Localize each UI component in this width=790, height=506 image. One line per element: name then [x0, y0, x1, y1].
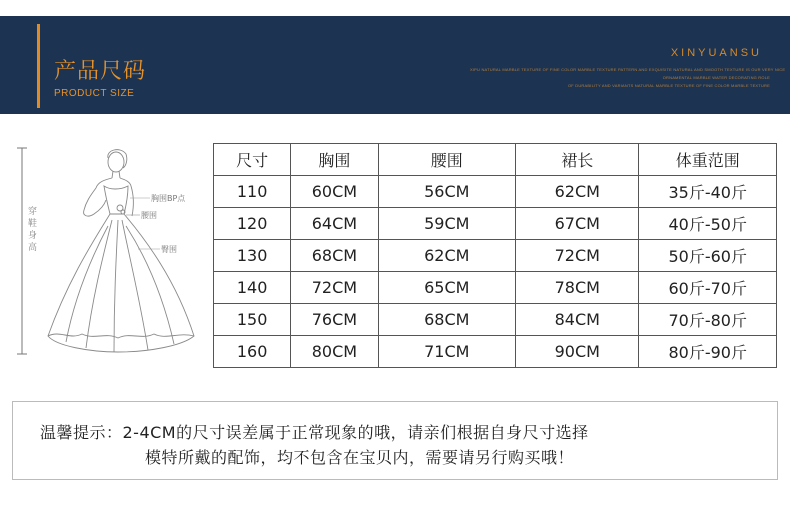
table-cell: 35斤-40斤 — [639, 176, 777, 208]
table-cell: 64CM — [291, 208, 378, 240]
table-cell: 70斤-80斤 — [639, 304, 777, 336]
header-weight-range: 体重范围 — [639, 144, 777, 176]
brand-name: XINYUANSU — [670, 47, 762, 59]
table-cell: 72CM — [291, 272, 378, 304]
size-table — [213, 143, 777, 368]
table-row — [214, 240, 777, 272]
notice-line-1: 温馨提示：2-4CM的尺寸误差属于正常现象的哦，请亲们根据自身尺寸选择 — [40, 423, 589, 442]
height-label: 穿鞋身高 — [28, 207, 38, 253]
measurement-labels — [126, 193, 186, 254]
table-cell: 76CM — [291, 304, 378, 336]
brand-tagline — [470, 66, 786, 90]
table-cell: 62CM — [378, 240, 515, 272]
table-cell: 68CM — [291, 240, 378, 272]
table-cell: 59CM — [378, 208, 515, 240]
table-cell: 68CM — [378, 304, 515, 336]
header-bust: 胸围 — [291, 144, 378, 176]
table-cell: 90CM — [516, 336, 639, 368]
table-row — [214, 272, 777, 304]
table-cell: 60斤-70斤 — [639, 272, 777, 304]
table-row — [214, 208, 777, 240]
table-row — [214, 304, 777, 336]
table-cell: 130 — [214, 240, 291, 272]
table-row — [214, 176, 777, 208]
hip-label: 臀围 — [161, 245, 177, 254]
header-size: 尺寸 — [214, 144, 291, 176]
banner-title: 产品尺码 — [54, 59, 147, 84]
table-cell: 50斤-60斤 — [639, 240, 777, 272]
table-cell: 80CM — [291, 336, 378, 368]
table-cell: 60CM — [291, 176, 378, 208]
table-cell: 78CM — [516, 272, 639, 304]
brand-tagline-line: ORNAMENTAL MARBLE WATER DECORATING ROLE — [662, 75, 770, 80]
table-cell: 160 — [214, 336, 291, 368]
table-cell: 80斤-90斤 — [639, 336, 777, 368]
height-ruler — [17, 148, 27, 354]
notice-line-2: 模特所戴的配饰，均不包含在宝贝内，需要请另行购买哦！ — [145, 448, 575, 467]
table-cell: 120 — [214, 208, 291, 240]
table-cell: 84CM — [516, 304, 639, 336]
brand-tagline-line: XIPU NATURAL MARBLE TEXTURE OF FINE COLOR MARBLE TEXTURE PATTERN AND EXQUISITE NATURAL AND SMOOTH TEXTURE IS OUR VERY NICE — [470, 67, 786, 72]
bust-label: 胸围BP点 — [151, 194, 186, 203]
table-cell: 56CM — [378, 176, 515, 208]
table-header-row — [214, 144, 777, 176]
header-skirt-length: 裙长 — [516, 144, 639, 176]
brand-tagline-line: OF DURABILITY AND VARIANTS NATURAL MARBLE TEXTURE OF FINE COLOR MARBLE TEXTURE — [567, 83, 770, 88]
table-cell: 67CM — [516, 208, 639, 240]
table-cell: 71CM — [378, 336, 515, 368]
table-cell: 140 — [214, 272, 291, 304]
dress-measurement-illustration — [10, 140, 210, 370]
table-cell: 72CM — [516, 240, 639, 272]
header-waist: 腰围 — [378, 144, 515, 176]
table-row — [214, 336, 777, 368]
table-cell: 150 — [214, 304, 291, 336]
banner-accent-bar — [37, 24, 40, 108]
table-cell: 62CM — [516, 176, 639, 208]
table-cell: 40斤-50斤 — [639, 208, 777, 240]
size-notice-box — [12, 401, 778, 480]
top-margin — [0, 0, 790, 16]
banner-subtitle: PRODUCT SIZE — [54, 88, 135, 99]
waist-label: 腰围 — [141, 211, 157, 220]
product-size-banner — [0, 16, 790, 114]
table-cell: 110 — [214, 176, 291, 208]
table-cell: 65CM — [378, 272, 515, 304]
